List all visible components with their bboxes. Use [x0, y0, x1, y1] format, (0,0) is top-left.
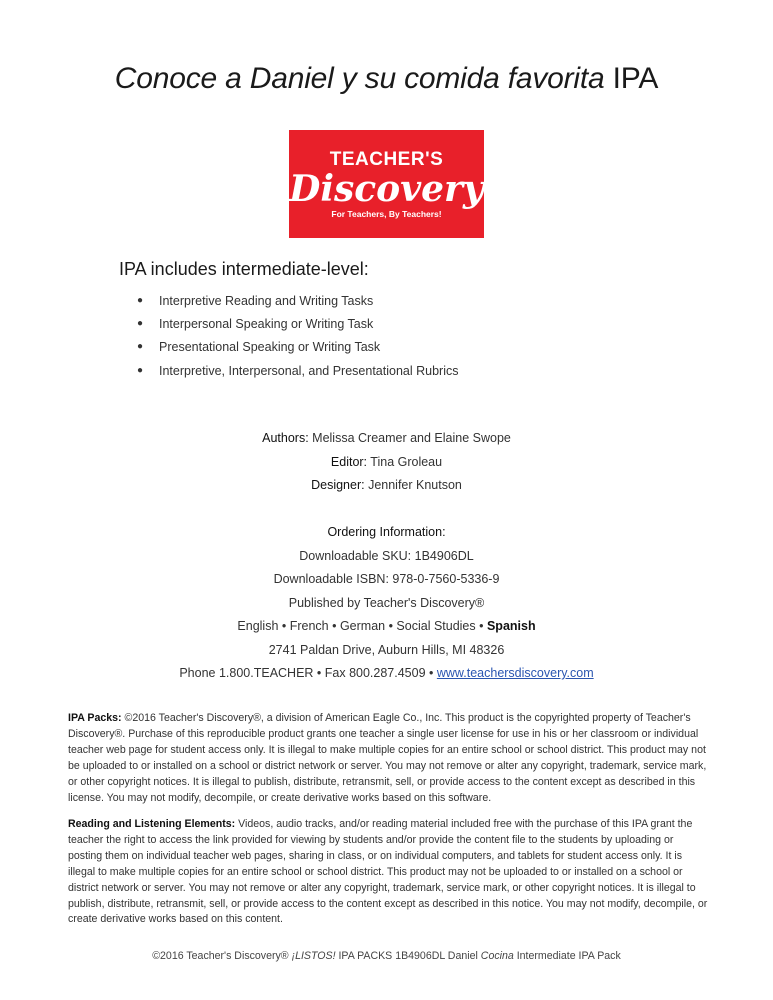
editor-line — [0, 452, 773, 476]
page-footer — [0, 950, 773, 962]
bullet-icon: ● — [137, 341, 144, 353]
bullet-text: Interpretive Reading and Writing Tasks — [159, 293, 374, 308]
footer-part-1: ©2016 Teacher's Discovery® — [152, 950, 292, 962]
bullet-text: Interpersonal Speaking or Writing Task — [159, 316, 374, 331]
title-suffix: IPA — [604, 62, 659, 95]
designer-label: Designer: — [311, 478, 365, 492]
authors-label: Authors: — [262, 431, 309, 445]
teachers-discovery-logo — [289, 130, 484, 238]
subjects-line — [0, 616, 773, 640]
authors-line — [0, 428, 773, 452]
designer-line — [0, 475, 773, 499]
footer-part-3: Intermediate IPA Pack — [513, 950, 621, 962]
editor-label: Editor: — [330, 454, 368, 469]
subject-highlight: Spanish — [486, 619, 536, 633]
footer-italic-1: ¡LISTOS! — [291, 950, 336, 962]
footer-part-2: IPA PACKS 1B4906DL Daniel — [335, 950, 481, 962]
list-item — [137, 359, 458, 382]
packs-text: ©2016 Teacher's Discovery®, a division of American Eagle Co., Inc. This product is the copyrighted property of Teacher's Discovery®. Purchase of this reproducible product grants one teacher a single user license for use in his or her classroom or individual teacher web page for student access only. It is illegal to make multiple copies for an entire school or school district. This product may not be uploaded to or installed on a school or district network or server. You may not remove or alter any copyright, trademark, service mark, or other copyright notices. It is illegal to publish, distribute, retransmit, sell, or provide access to the content except as described in this license. You may not modify, decompile, or create derivative works based on this software. — [68, 712, 707, 804]
reading-text: Videos, audio tracks, and/or reading material included free with the purchase of this IPA grant the teacher the right to access the link provided for viewing by students and/or provide the content file to the students by uploading or posting them on individual teacher web pages, sharing in class, or on individual computers, and tablets for student access only. It is illegal to make multiple copies for an entire school or school district. This product may not be uploaded to or installed on a school or district network or server. You may not remove or alter any copyright, trademark, service mark, or other copyright notices. It is illegal to publish, distribute, retransmit, sell, or provide access to the content except as described in this notice. You may not modify, decompile, or create derivative works based on this content. — [68, 818, 708, 926]
subjects-text: English • French • German • Social Studies • — [237, 619, 487, 633]
footer-italic-2: Cocina — [480, 950, 514, 962]
bullet-text: Interpretive, Interpersonal, and Presentational Rubrics — [159, 363, 459, 378]
authors-value: Melissa Creamer and Elaine Swope — [308, 431, 511, 445]
page-title — [0, 62, 773, 96]
ordering-heading: Ordering Information: — [327, 525, 446, 539]
contact-text: Phone 1.800.TEACHER • Fax 800.287.4509 • — [179, 666, 437, 680]
publisher-line: Published by Teacher's Discovery® — [288, 595, 485, 610]
title-italic: Conoce a Daniel y su comida favorita — [114, 62, 605, 95]
ordering-block — [0, 522, 773, 687]
contact-line — [0, 663, 773, 687]
reading-label: Reading and Listening Elements: — [68, 818, 236, 830]
reading-listening-notice — [68, 817, 708, 928]
address-line: 2741 Paldan Drive, Auburn Hills, MI 48326 — [268, 642, 505, 657]
bullet-text: Presentational Speaking or Writing Task — [159, 340, 381, 355]
ipa-heading: IPA includes intermediate-level: — [119, 259, 369, 279]
editor-value: Tina Groleau — [367, 454, 443, 469]
bullet-icon: ● — [137, 294, 144, 306]
designer-value: Jennifer Knutson — [364, 478, 462, 492]
credits-block — [0, 428, 773, 499]
list-item — [137, 336, 458, 359]
sku-line: Downloadable SKU: 1B4906DL — [299, 548, 474, 563]
isbn-line: Downloadable ISBN: 978-0-7560-5336-9 — [273, 572, 500, 586]
logo-line-1: TEACHER'S — [329, 148, 444, 170]
list-item — [137, 289, 458, 312]
logo-tagline: For Teachers, By Teachers! — [331, 208, 442, 219]
ipa-packs-notice — [68, 711, 708, 806]
ipa-bullet-list — [137, 289, 458, 382]
list-item — [137, 312, 458, 335]
bullet-icon: ● — [137, 364, 144, 376]
logo-line-2: Discovery — [289, 167, 484, 210]
website-link[interactable]: www.teachersdiscovery.com — [436, 666, 594, 680]
bullet-icon: ● — [137, 317, 144, 329]
packs-label: IPA Packs: — [68, 712, 122, 724]
